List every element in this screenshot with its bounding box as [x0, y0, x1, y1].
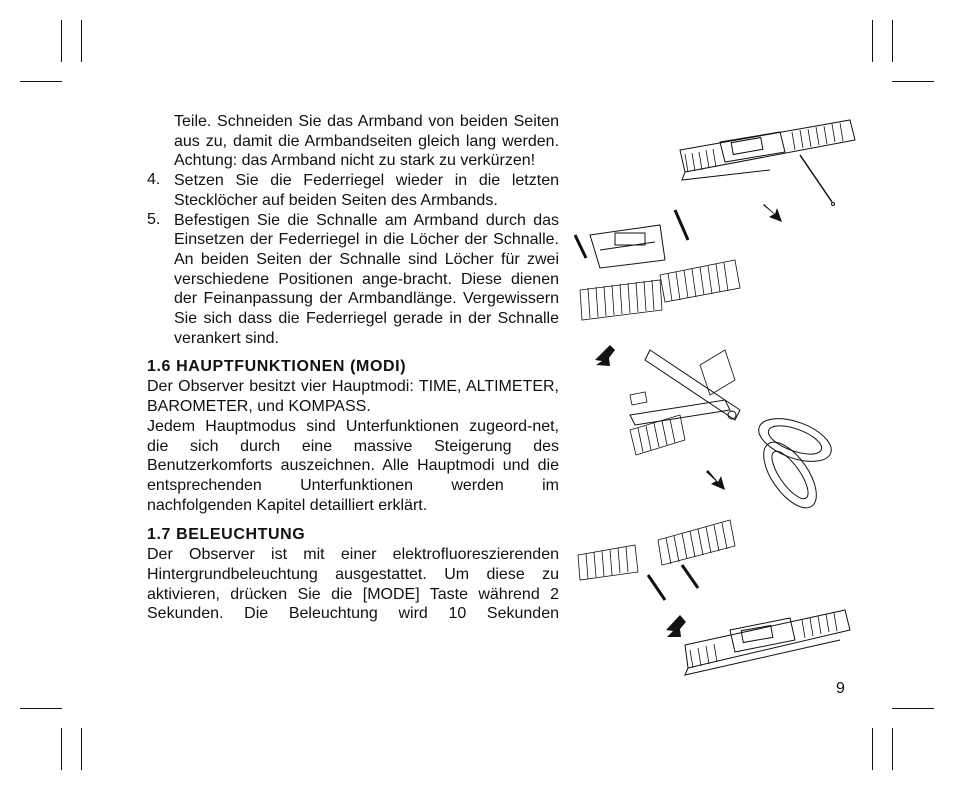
crop-mark — [892, 728, 893, 770]
crop-mark — [872, 728, 873, 770]
spring-bar-icon — [575, 210, 688, 258]
band-shortening-illustration — [570, 110, 860, 680]
step-number: 4. — [147, 171, 161, 189]
section-heading-1-6: 1.6 HAUPTFUNKTIONEN (MODI) — [147, 358, 407, 376]
text-column — [147, 112, 559, 624]
section-1-6-paragraph-2: Jedem Hauptmodus sind Unterfunktionen zugeord-net, die sich durch eine massive Steigerung des Benutzerkomforts auszeichnen. Alle Hauptmodi und die entsprechenden Unterfunktionen werden im nachfolgenden Kapitel detailliert erklärt. — [147, 417, 559, 514]
crop-mark — [61, 20, 62, 62]
crop-mark — [61, 728, 62, 770]
page-number: 9 — [836, 680, 845, 697]
crop-mark — [892, 81, 934, 82]
crop-mark — [892, 20, 893, 62]
continued-paragraph: Teile. Schneiden Sie das Armband von beiden Seiten aus zu, damit die Armbandseiten gleich lang werden. Achtung: das Armband nicht zu stark zu verkürzen! — [174, 113, 559, 170]
step-text: Setzen Sie die Federriegel wieder in die letzten Stecklöcher auf beiden Seiten des Armbands. — [174, 172, 559, 209]
step-number: 5. — [147, 210, 161, 228]
section-1-6-paragraph-1: Der Observer besitzt vier Hauptmodi: TIME, ALTIMETER, BAROMETER, und KOMPASS. — [147, 378, 559, 416]
crop-mark — [872, 20, 873, 62]
watch-band-icon — [680, 120, 855, 180]
section-heading-1-7: 1.7 BELEUCHTUNG — [147, 526, 306, 544]
section-1-7-paragraph-1: Der Observer ist mit einer elektrofluoreszierenden Hintergrundbeleuchtung ausgestattet. Um diese zu aktivieren, drücken Sie die [MODE] Taste während 2 Sekunden. Die Beleuchtung wird 10 Sekunden — [147, 546, 559, 623]
step-4 — [147, 171, 559, 210]
step-5 — [147, 211, 559, 349]
crop-mark — [81, 20, 82, 62]
crop-mark — [20, 708, 62, 709]
crop-mark — [81, 728, 82, 770]
crop-mark — [20, 81, 62, 82]
step-text: Befestigen Sie die Schnalle am Armband durch das Einsetzen der Federriegel in die Löcher der Schnalle. An beiden Seiten der Schnalle sind Löcher für zwei verschiedene Positionen ange-bracht. Diese dienen der Feinanpassung der Armbandlänge. Vergewissern Sie sich dass die Federriegel gerade in der Schnalle verankert sind. — [174, 211, 559, 347]
crop-mark — [892, 708, 934, 709]
